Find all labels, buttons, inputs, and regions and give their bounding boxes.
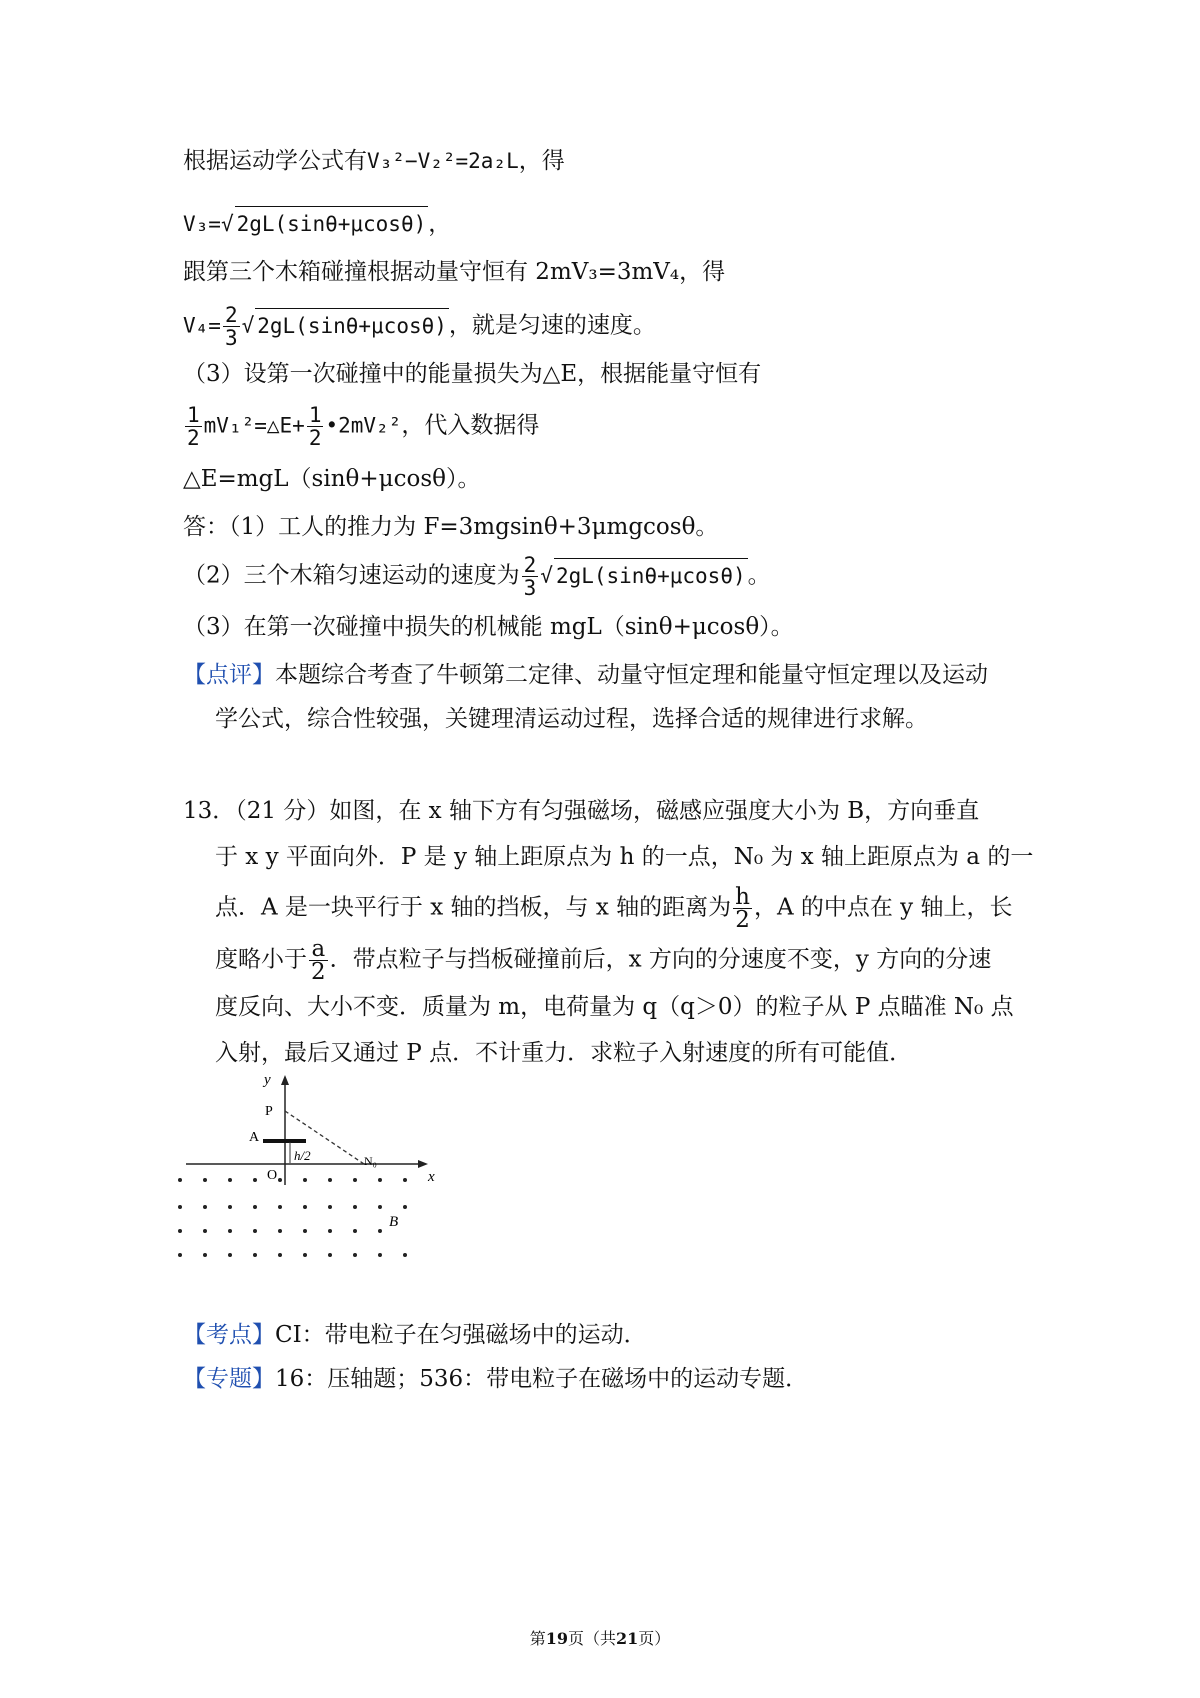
denominator: 2: [735, 907, 750, 933]
field-dot: [253, 1205, 257, 1209]
kaodian-tag: 【考点】: [183, 1322, 275, 1348]
footer-text: 页）: [638, 1629, 671, 1648]
derivation-line-1: [183, 144, 565, 178]
answer-line-1: 答：（1）工人的推力为 F=3mgsinθ+3μmgcosθ。: [183, 514, 719, 540]
field-dot: [178, 1205, 182, 1209]
field-dot: [203, 1205, 207, 1209]
sqrt-sign: √: [241, 313, 255, 338]
question-13-line-4: [215, 938, 991, 983]
field-dot: [253, 1229, 257, 1233]
comment-text: 本题综合考查了牛顿第二定律、动量守恒定理和能量守恒定理以及运动: [275, 662, 988, 688]
field-dot: [178, 1253, 182, 1257]
fraction: [223, 304, 240, 349]
field-dot: [303, 1229, 307, 1233]
comment-tag: 【点评】: [183, 662, 275, 688]
field-dot: [378, 1205, 382, 1209]
comment-line-1: [183, 658, 988, 692]
fraction: [185, 404, 202, 449]
question-13-line-6: 入射，最后又通过 P 点．不计重力．求粒子入射速度的所有可能值．: [215, 1040, 913, 1066]
field-dot: [328, 1253, 332, 1257]
label-a: A: [249, 1130, 260, 1145]
field-dot: [203, 1178, 207, 1182]
label-y: y: [264, 1075, 271, 1088]
text: ，得: [518, 148, 565, 174]
x-axis-arrow: [418, 1160, 428, 1168]
label-b: B: [389, 1214, 399, 1230]
text: 点．A 是一块平行于 x 轴的挡板，与 x 轴的距离为: [215, 894, 732, 921]
derivation-line-7: △E=mgL（sinθ+μcosθ）。: [183, 466, 481, 492]
field-dot: [353, 1229, 357, 1233]
field-dot: [253, 1178, 257, 1182]
field-dot: [278, 1178, 282, 1182]
question-13-line-3: [215, 886, 1012, 931]
field-dot: [278, 1205, 282, 1209]
zhuanti-line: [183, 1362, 808, 1396]
text: ，代入数据得: [401, 412, 540, 439]
numerator: a: [309, 938, 328, 961]
field-dot: [228, 1229, 232, 1233]
footer-text: 第: [529, 1629, 546, 1648]
label-x: x: [428, 1169, 435, 1185]
sqrt-content: 2gL(sinθ+μcosθ): [235, 206, 429, 241]
numerator: 2: [523, 553, 537, 577]
field-dot: [278, 1253, 282, 1257]
label-h2: h/2: [294, 1148, 311, 1163]
field-dot: [328, 1205, 332, 1209]
field-dot: [403, 1178, 407, 1182]
fraction: [307, 404, 324, 449]
derivation-line-2: [183, 206, 451, 241]
label-p: P: [265, 1104, 273, 1119]
field-dot: [328, 1178, 332, 1182]
comment-line-2: 学公式，综合性较强，关键理清运动过程，选择合适的规律进行求解。: [215, 706, 928, 732]
zhuanti-tag: 【专题】: [183, 1366, 275, 1392]
field-dot: [278, 1229, 282, 1233]
text: ，就是匀速的速度。: [448, 312, 656, 339]
zhuanti-text: 16：压轴题；536：带电粒子在磁场中的运动专题．: [275, 1366, 809, 1392]
field-dots: [178, 1178, 407, 1257]
field-dot: [378, 1229, 382, 1233]
page-total: 21: [616, 1629, 639, 1648]
numerator: 1: [308, 403, 322, 427]
field-dot: [353, 1205, 357, 1209]
text: ，: [428, 211, 452, 237]
text: 根据运动学公式有: [183, 148, 367, 174]
question-13-line-2: 于 x y 平面向外．P 是 y 轴上距原点为 h 的一点，N₀ 为 x 轴上距原点为 a 的一: [215, 844, 1034, 870]
field-dot: [228, 1178, 232, 1182]
sqrt-sign: √: [220, 212, 234, 236]
formula: mV₁²=△E+: [203, 413, 305, 438]
answer-line-2: [183, 554, 771, 599]
field-dot: [228, 1253, 232, 1257]
formula: V₄=: [183, 313, 221, 338]
field-dot: [353, 1178, 357, 1182]
formula: V₃=: [183, 212, 221, 236]
fraction: [522, 554, 539, 599]
page-number: 19: [545, 1629, 568, 1648]
field-dot: [403, 1253, 407, 1257]
field-dot: [303, 1178, 307, 1182]
sqrt-content: 2gL(sinθ+μcosθ): [554, 558, 748, 593]
fraction: [309, 938, 328, 983]
y-axis-arrow: [281, 1075, 289, 1085]
field-dot: [228, 1205, 232, 1209]
field-dot: [178, 1229, 182, 1233]
field-dot: [353, 1253, 357, 1257]
text: 度略小于: [215, 946, 307, 973]
answer-line-3: （3）在第一次碰撞中损失的机械能 mgL（sinθ+μcosθ）。: [183, 614, 794, 640]
question-13-line-1: 13．（21 分）如图，在 x 轴下方有匀强磁场，磁感应强度大小为 B，方向垂直: [183, 798, 980, 824]
magnetic-field-figure: [178, 1075, 438, 1285]
sqrt-sign: √: [540, 563, 553, 588]
kaodian-text: CI：带电粒子在匀强磁场中的运动．: [275, 1322, 647, 1348]
fraction: [733, 886, 752, 931]
denominator: 2: [311, 959, 326, 985]
text: ，A 的中点在 y 轴上，长: [753, 894, 1013, 921]
question-13-line-5: 度反向、大小不变．质量为 m，电荷量为 q（q＞0）的粒子从 P 点瞄准 N₀ 点: [215, 994, 1014, 1020]
text: （2）三个木箱匀速运动的速度为: [183, 562, 520, 589]
field-dot: [203, 1229, 207, 1233]
text: 。: [747, 562, 771, 589]
formula: V₃²−V₂²=2a₂L: [367, 149, 519, 173]
denominator: 3: [224, 326, 238, 350]
numerator: h: [735, 884, 750, 910]
label-n0: N₀: [364, 1154, 377, 1168]
sqrt-content: 2gL(sinθ+μcosθ): [255, 308, 449, 343]
field-dot: [403, 1205, 407, 1209]
denominator: 2: [308, 426, 322, 450]
field-dot: [203, 1253, 207, 1257]
derivation-line-5: （3）设第一次碰撞中的能量损失为△E，根据能量守恒有: [183, 361, 762, 387]
field-dot: [303, 1205, 307, 1209]
kaodian-line: [183, 1318, 647, 1352]
derivation-line-3: 跟第三个木箱碰撞根据动量守恒有 2mV₃=3mV₄，得: [183, 259, 726, 285]
field-dot: [303, 1253, 307, 1257]
derivation-line-4: [183, 304, 656, 349]
footer-text: 页（共: [567, 1629, 616, 1648]
field-dot: [178, 1178, 182, 1182]
page-footer: [0, 1626, 1200, 1649]
numerator: 2: [224, 303, 238, 327]
derivation-line-6: [183, 404, 539, 449]
field-dot: [328, 1229, 332, 1233]
formula: •2mV₂²: [325, 413, 402, 438]
denominator: 2: [187, 426, 200, 450]
numerator: 1: [187, 403, 200, 427]
field-dot: [378, 1253, 382, 1257]
denominator: 3: [523, 576, 537, 600]
label-o: O: [267, 1168, 278, 1183]
field-dot: [378, 1178, 382, 1182]
text: ．带点粒子与挡板碰撞前后，x 方向的分速度不变，y 方向的分速: [329, 946, 992, 973]
field-dot: [253, 1253, 257, 1257]
